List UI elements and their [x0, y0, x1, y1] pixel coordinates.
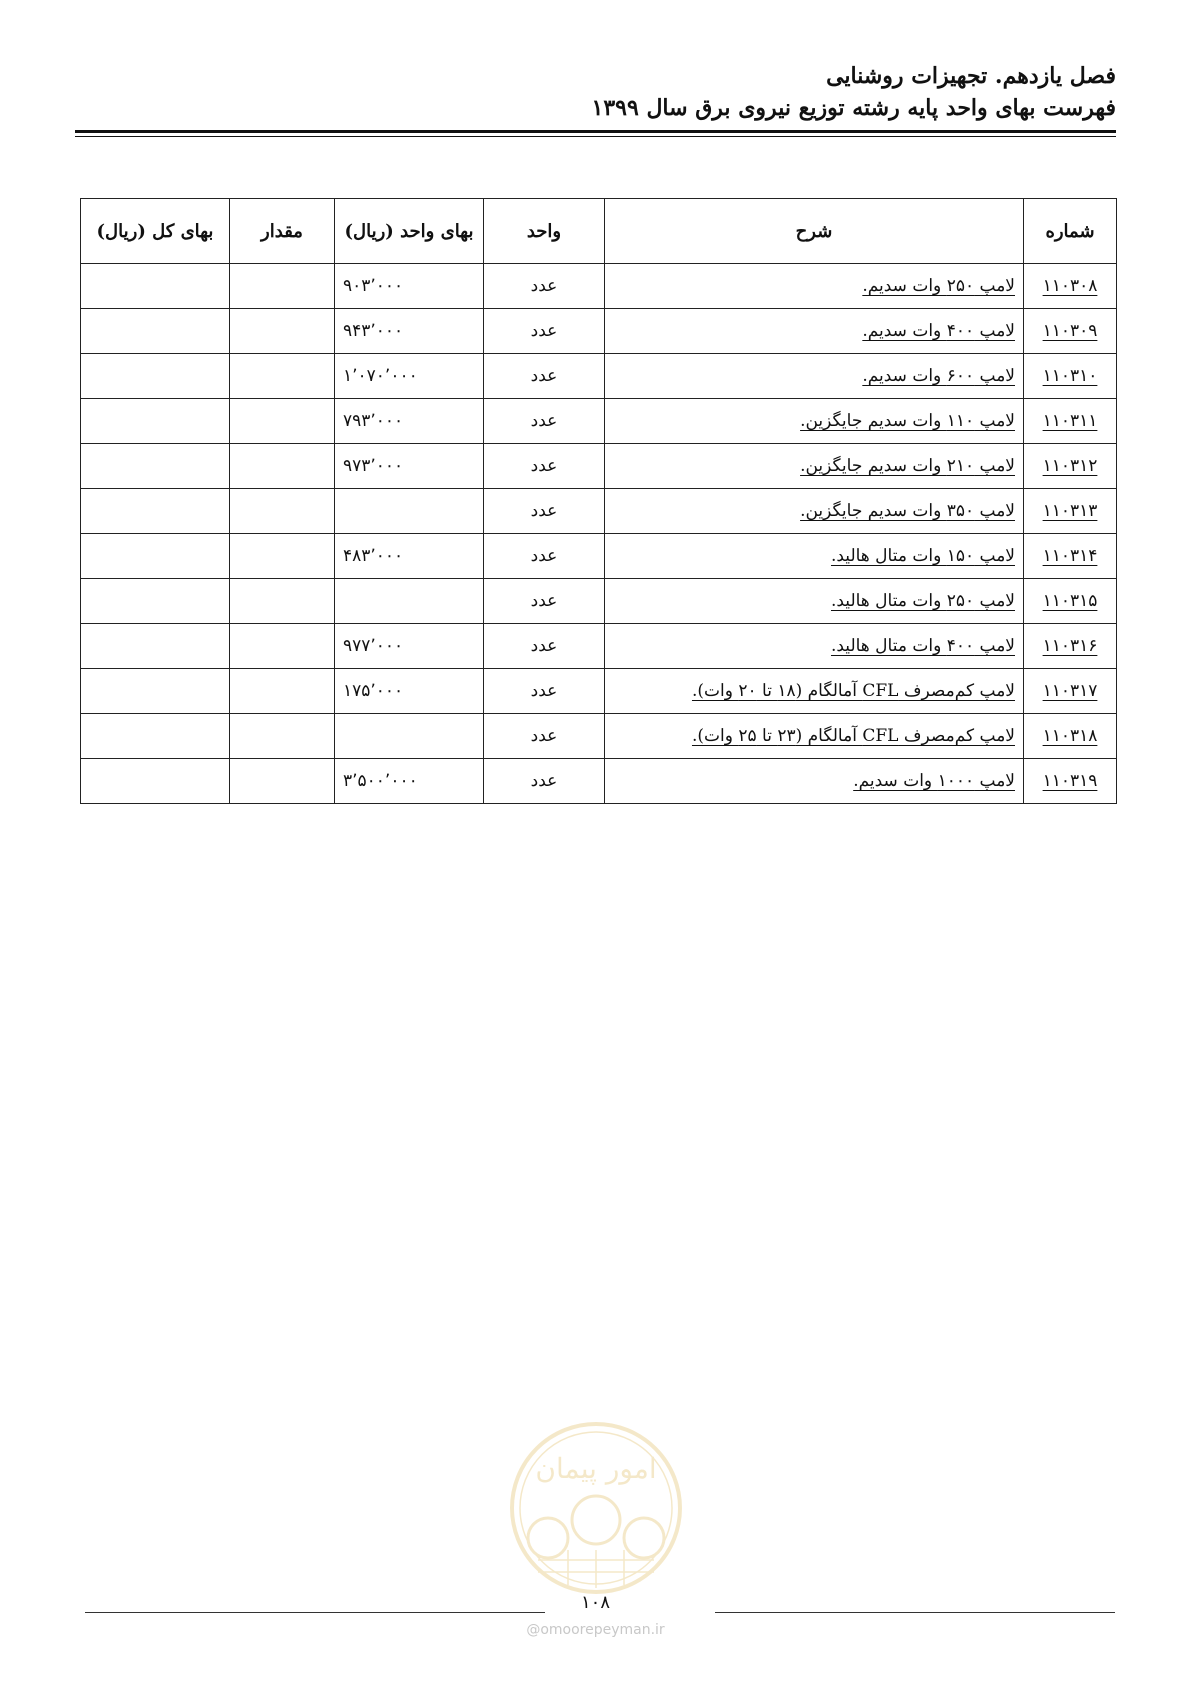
table-row [81, 264, 1117, 309]
item-total-price [81, 399, 230, 444]
item-description-text: لامپ ۴۰۰ وات سدیم. [862, 321, 1015, 341]
item-total-price [81, 624, 230, 669]
item-number: ۱۱۰۳۰۸ [1024, 264, 1117, 309]
item-description-text: لامپ ۳۵۰ وات سدیم جایگزین. [800, 501, 1015, 521]
item-description-text: لامپ کم‌مصرف CFL آمالگام (۱۸ تا ۲۰ وات). [691, 681, 1015, 701]
item-description-text: لامپ ۱۵۰ وات متال هالید. [830, 546, 1015, 566]
item-unit: عدد [484, 354, 605, 399]
item-unit: عدد [484, 309, 605, 354]
watermark-text: امور پیمان [535, 1452, 657, 1485]
item-total-price [81, 489, 230, 534]
header-rule [75, 130, 1116, 133]
table-row [81, 579, 1117, 624]
item-description-text: لامپ ۲۵۰ وات متال هالید. [830, 591, 1015, 611]
item-total-price [81, 714, 230, 759]
item-number: ۱۱۰۳۱۱ [1024, 399, 1117, 444]
item-number: ۱۱۰۳۱۷ [1024, 669, 1117, 714]
header-rule-thin [75, 136, 1116, 137]
item-unit: عدد [484, 579, 605, 624]
item-unit-price: ۱۷۵٬۰۰۰ [335, 669, 484, 714]
document-title: فهرست بهای واحد پایه رشته توزیع نیروی برق سال ۱۳۹۹ [591, 95, 1116, 121]
chapter-title: فصل یازدهم. تجهیزات روشنایی [826, 63, 1116, 89]
item-unit-price: ۷۹۳٬۰۰۰ [335, 399, 484, 444]
item-description-text: لامپ ۶۰۰ وات سدیم. [862, 366, 1015, 386]
item-description [605, 759, 1024, 804]
item-total-price [81, 309, 230, 354]
item-description [605, 444, 1024, 489]
item-unit-price [335, 489, 484, 534]
item-unit: عدد [484, 534, 605, 579]
table-row [81, 759, 1117, 804]
item-number: ۱۱۰۳۰۹ [1024, 309, 1117, 354]
item-number: ۱۱۰۳۱۲ [1024, 444, 1117, 489]
item-number: ۱۱۰۳۱۸ [1024, 714, 1117, 759]
item-description [605, 309, 1024, 354]
item-description [605, 669, 1024, 714]
table-header-row [81, 199, 1117, 264]
page-number: ۱۰۸ [580, 1592, 610, 1613]
col-description-header: شرح [605, 199, 1024, 264]
item-quantity [230, 714, 335, 759]
table-row [81, 354, 1117, 399]
item-number: ۱۱۰۳۱۶ [1024, 624, 1117, 669]
footer-rule-right [715, 1612, 1115, 1613]
item-unit: عدد [484, 759, 605, 804]
item-unit-price [335, 579, 484, 624]
page-header [592, 60, 1116, 124]
col-unit-header: واحد [484, 199, 605, 264]
item-total-price [81, 264, 230, 309]
item-description [605, 264, 1024, 309]
item-unit: عدد [484, 669, 605, 714]
price-table [80, 198, 1117, 804]
table-row [81, 714, 1117, 759]
table-row [81, 399, 1117, 444]
table-row [81, 444, 1117, 489]
item-quantity [230, 309, 335, 354]
item-number: ۱۱۰۳۱۹ [1024, 759, 1117, 804]
item-unit: عدد [484, 444, 605, 489]
item-unit-price: ۱٬۰۷۰٬۰۰۰ [335, 354, 484, 399]
item-description-text: لامپ ۴۰۰ وات متال هالید. [830, 636, 1015, 656]
item-total-price [81, 759, 230, 804]
item-description-text: لامپ ۲۵۰ وات سدیم. [862, 276, 1015, 296]
item-unit-price: ۹۰۳٬۰۰۰ [335, 264, 484, 309]
col-total-price-header: بهای کل (ریال) [81, 199, 230, 264]
item-quantity [230, 264, 335, 309]
item-description-text: لامپ کم‌مصرف CFL آمالگام (۲۳ تا ۲۵ وات). [691, 726, 1015, 746]
item-unit-price: ۹۴۳٬۰۰۰ [335, 309, 484, 354]
item-quantity [230, 489, 335, 534]
item-total-price [81, 444, 230, 489]
item-number: ۱۱۰۳۱۳ [1024, 489, 1117, 534]
item-description [605, 399, 1024, 444]
site-url: @omoorepeyman.ir [526, 1622, 665, 1638]
item-unit: عدد [484, 264, 605, 309]
item-unit-price: ۳٬۵۰۰٬۰۰۰ [335, 759, 484, 804]
col-number-header: شماره [1024, 199, 1117, 264]
table-row [81, 489, 1117, 534]
item-description-text: لامپ ۲۱۰ وات سدیم جایگزین. [800, 456, 1015, 476]
item-quantity [230, 624, 335, 669]
item-unit: عدد [484, 714, 605, 759]
item-description [605, 489, 1024, 534]
col-quantity-header: مقدار [230, 199, 335, 264]
item-unit-price [335, 714, 484, 759]
item-unit: عدد [484, 399, 605, 444]
item-description [605, 714, 1024, 759]
table-row [81, 534, 1117, 579]
item-quantity [230, 669, 335, 714]
item-description-text: لامپ ۱۱۰ وات سدیم جایگزین. [800, 411, 1015, 431]
item-quantity [230, 354, 335, 399]
item-quantity [230, 759, 335, 804]
item-unit-price: ۹۷۳٬۰۰۰ [335, 444, 484, 489]
table-row [81, 309, 1117, 354]
item-unit: عدد [484, 624, 605, 669]
item-quantity [230, 534, 335, 579]
item-description [605, 354, 1024, 399]
item-unit: عدد [484, 489, 605, 534]
item-total-price [81, 579, 230, 624]
item-quantity [230, 579, 335, 624]
item-description [605, 624, 1024, 669]
item-unit-price: ۹۷۷٬۰۰۰ [335, 624, 484, 669]
watermark-logo-icon [508, 1420, 684, 1596]
item-total-price [81, 669, 230, 714]
item-total-price [81, 534, 230, 579]
item-description [605, 534, 1024, 579]
col-unit-price-header: بهای واحد (ریال) [335, 199, 484, 264]
item-total-price [81, 354, 230, 399]
table-row [81, 624, 1117, 669]
item-description-text: لامپ ۱۰۰۰ وات سدیم. [853, 771, 1015, 791]
footer-rule-left [85, 1612, 545, 1613]
item-quantity [230, 399, 335, 444]
table-row [81, 669, 1117, 714]
item-number: ۱۱۰۳۱۵ [1024, 579, 1117, 624]
item-number: ۱۱۰۳۱۴ [1024, 534, 1117, 579]
item-quantity [230, 444, 335, 489]
item-description [605, 579, 1024, 624]
item-number: ۱۱۰۳۱۰ [1024, 354, 1117, 399]
item-unit-price: ۴۸۳٬۰۰۰ [335, 534, 484, 579]
